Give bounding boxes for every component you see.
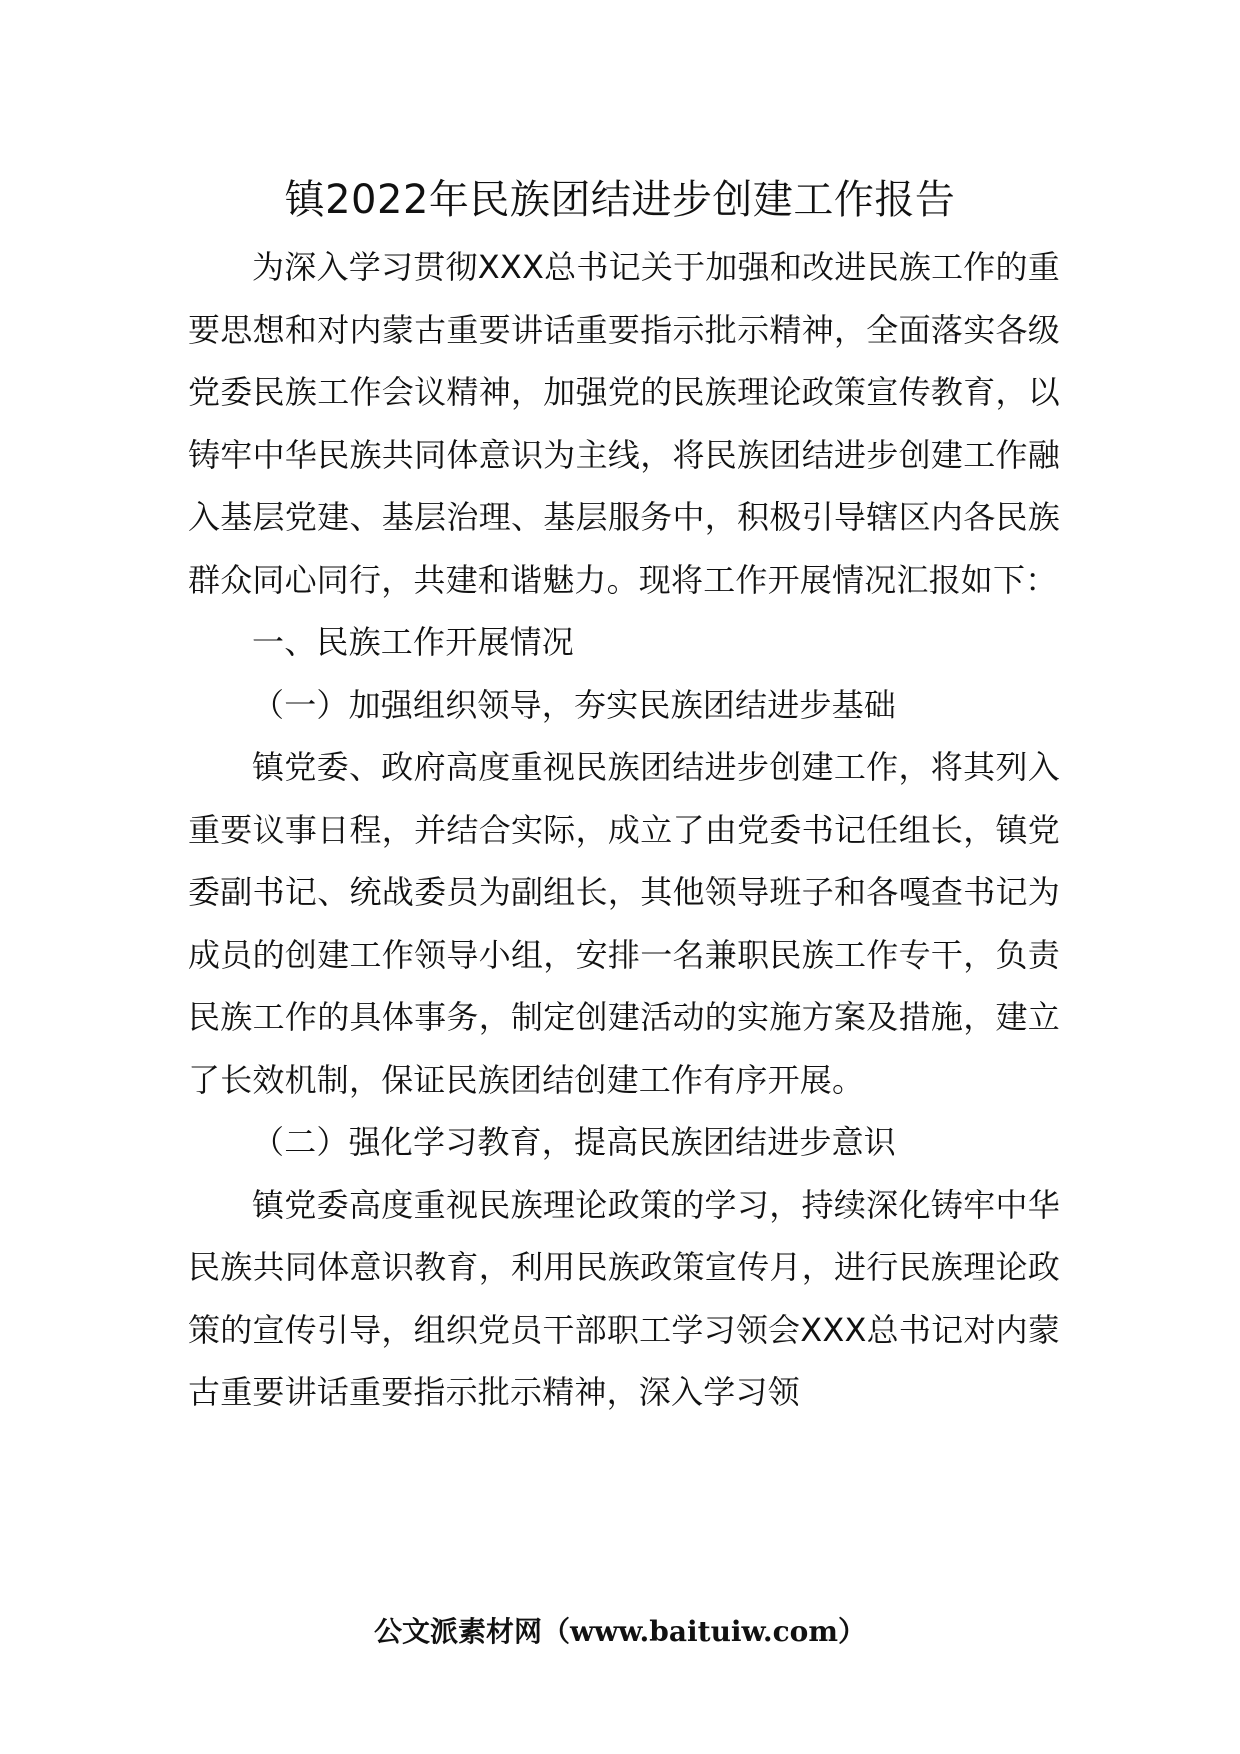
subsection-1-paragraph: 镇党委、政府高度重视民族团结进步创建工作，将其列入重要议事日程，并结合实际，成立了由党委书记任组长，镇党委副书记、统战委员为副组长，其他领导班子和各嘎查书记为成员的创建工作领导小组，安排一名兼职民族工作专干，负责民族工作的具体事务，制定创建活动的实施方案及措施，建立了长效机制，保证民族团结创建工作有序开展。 xyxy=(188,748,1060,1099)
section-heading-1: 一、民族工作开展情况 xyxy=(252,623,575,661)
footer-watermark: 公文派素材网（www.baituiw.com） xyxy=(374,1615,866,1648)
document-body xyxy=(188,236,1060,1424)
subsection-2-paragraph: 镇党委高度重视民族理论政策的学习，持续深化铸牢中华民族共同体意识教育，利用民族政策宣传月，进行民族理论政策的宣传引导，组织党员干部职工学习领会XXX总书记对内蒙古重要讲话重要指示批示精神，深入学习领 xyxy=(188,1185,1060,1411)
subsection-heading-2: （二）强化学习教育，提高民族团结进步意识 xyxy=(252,1123,897,1161)
subsection-heading-1: （一）加强组织领导，夯实民族团结进步基础 xyxy=(252,685,897,724)
intro-paragraph: 为深入学习贯彻XXX总书记关于加强和改进民族工作的重要思想和对内蒙古重要讲话重要指示批示精神，全面落实各级党委民族工作会议精神，加强党的民族理论政策宣传教育，以铸牢中华民族共同体意识为主线，将民族团结进步创建工作融入基层党建、基层治理、基层服务中，积极引导辖区内各民族群众同心同行，共建和谐魅力。现将工作开展情况汇报如下： xyxy=(188,248,1060,599)
document-title: 镇2022年民族团结进步创建工作报告 xyxy=(284,177,956,223)
